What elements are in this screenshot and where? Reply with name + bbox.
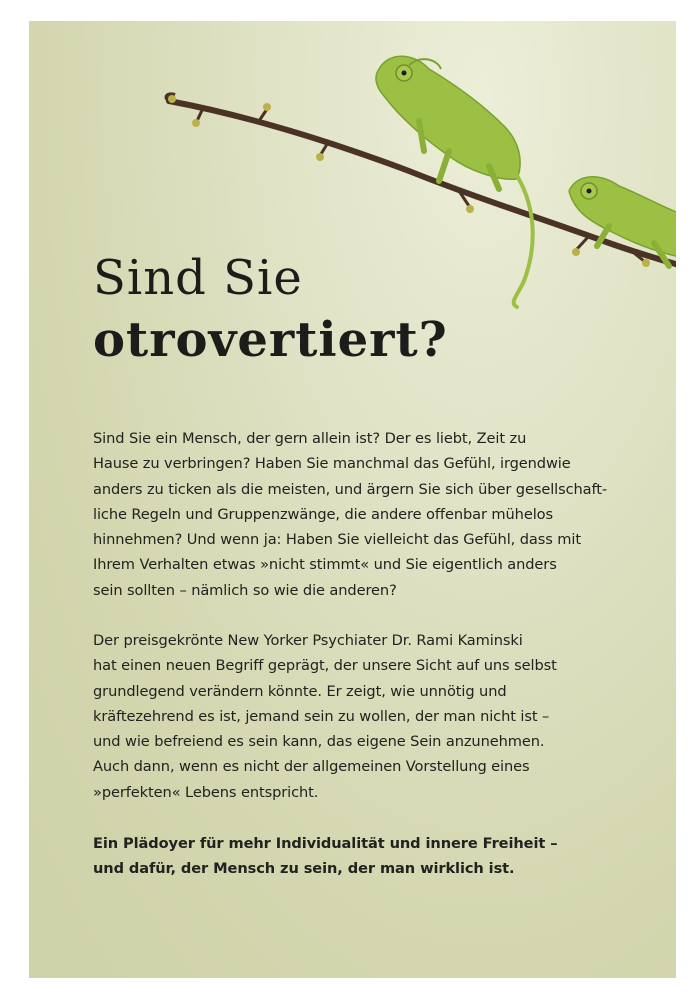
book-back-cover	[29, 21, 676, 978]
text-line: »perfekten« Lebens entspricht.	[93, 783, 319, 801]
text-line: grundlegend verändern könnte. Er zeigt, wie unnötig und	[93, 682, 507, 700]
text-line: Der preisgekrönte New Yorker Psychiater Dr. Rami Kaminski	[93, 632, 523, 649]
text-line: und wie befreiend es sein kann, das eigene Sein anzunehmen.	[93, 733, 545, 751]
text-line: sein sollten – nämlich so wie die anderen?	[93, 581, 397, 599]
text-line: Ein Plädoyer für mehr Individualität und innere Freiheit –	[93, 835, 558, 852]
text-line: hinnehmen? Und wenn ja: Haben Sie vielleicht das Gefühl, dass mit	[93, 531, 581, 549]
blurb-paragraph-2	[93, 628, 633, 805]
text-line: Auch dann, wenn es nicht der allgemeinen Vorstellung eines	[93, 758, 530, 776]
text-line: anders zu ticken als die meisten, und ärgern Sie sich über gesellschaft-	[93, 480, 608, 498]
title-line-1: Sind Sie	[93, 250, 303, 306]
text-line: und dafür, der Mensch zu sein, der man wirklich ist.	[93, 860, 515, 878]
title-line-2: otrovertiert?	[93, 312, 448, 368]
text-line: kräftezehrend es ist, jemand sein zu wollen, der man nicht ist –	[93, 707, 550, 725]
text-line: Ihrem Verhalten etwas »nicht stimmt« und Sie eigentlich anders	[93, 556, 557, 574]
blurb-paragraph-1	[93, 426, 633, 603]
text-line: Hause zu verbringen? Haben Sie manchmal das Gefühl, irgendwie	[93, 455, 571, 473]
book-title	[93, 247, 448, 371]
text-line: Sind Sie ein Mensch, der gern allein ist? Der es liebt, Zeit zu	[93, 430, 527, 447]
text-line: hat einen neuen Begriff geprägt, der unsere Sicht auf uns selbst	[93, 657, 557, 675]
text-line: liche Regeln und Gruppenzwänge, die andere offenbar mühelos	[93, 505, 553, 523]
chameleon-right	[569, 177, 676, 266]
blurb-closing-statement	[93, 831, 633, 882]
